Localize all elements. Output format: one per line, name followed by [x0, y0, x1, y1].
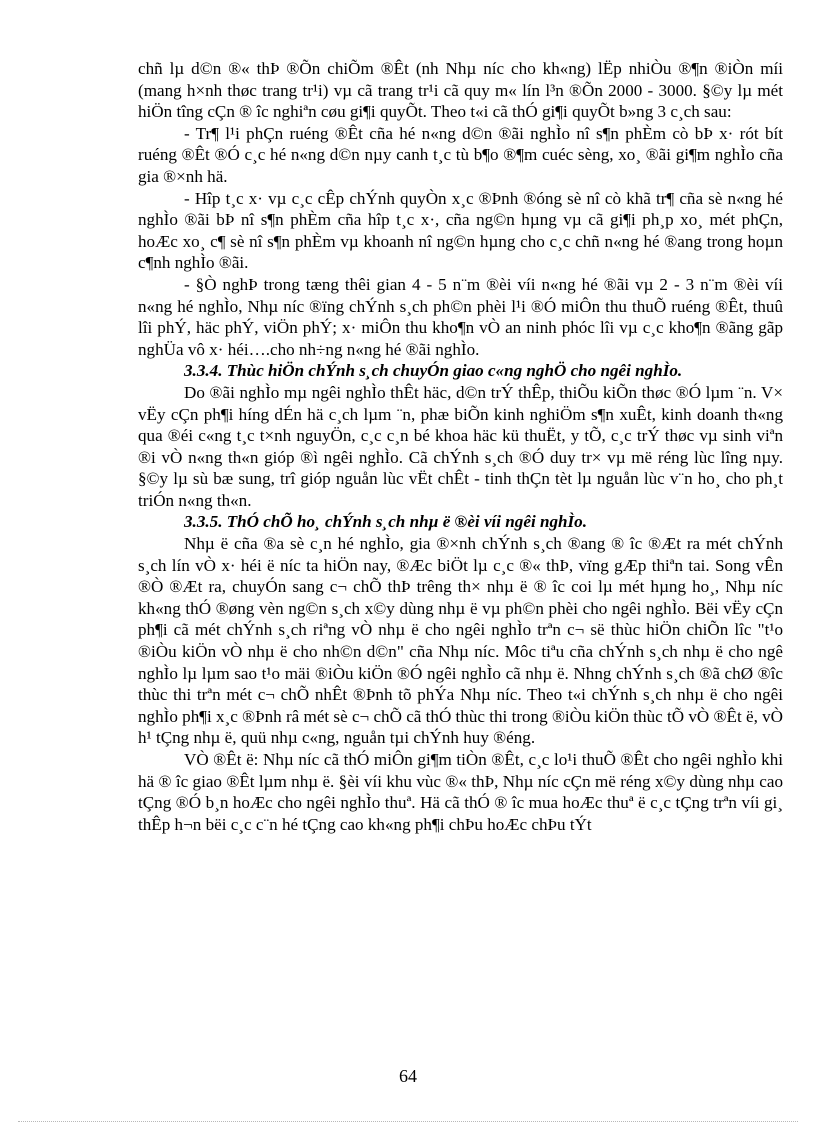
paragraph-housing-policy: Nhµ ë cña ®a sè c¸n hé nghÌo, gia ®×nh chÝnh s¸ch ®ang ® îc ®Æt ra mét chÝnh s¸ch lín vÒ x· héi ë níc ta hiÖn nay, ®Æc biÖt lµ c¸c ®« thÞ, vïng gÆp thiªn tai. Song vÊn ®Ò ®Æt ra, chuyÓn sang c¬ chÕ thÞ trêng th× nhµ ë ® îc coi lµ mét hµng ho¸, Nhµ níc kh«ng thÓ ®øng vèn ng©n s¸ch x©y dùng nhµ ë vµ ph©n phèi cho ngêi nghÌo. Bëi vËy cÇn ph¶i cã mét chÝnh s¸ch riªng vÒ nhµ ë cho ngêi nghÌo trªn c¬ së thùc hiÖn chiÕn lîc "t¹o ®iÒu kiÖn vÒ nhµ ë cho nh©n d©n" cña Nhµ níc. Môc tiªu cña chÝnh s¸ch nhµ ë cho ngê nghÌo lµ lµm sao t¹o mäi ®iÒu kiÖn ®Ó ngêi nghÌo cã nhµ ë. Nhng chÝnh s¸ch ®ã chØ ®îc thùc thi trªn mét c¬ chÕ nhÊt ®Þnh tõ phÝa Nhµ níc. Theo t«i chÝnh s¸ch nhµ ë cho ngêi nghÌo ph¶i x¸c ®Þnh râ mét sè c¬ chÕ cã thÓ thùc thi trong ®iÒu kiÖn thùc tÕ vÒ ®Êt ë, vÒ h¹ tÇng nhµ ë, quü nhµ c«ng, nguån tµi chÝnh huy ®éng. — [138, 534, 784, 748]
paragraph-solution-3: - §Ò nghÞ trong tæng thêi gian 4 - 5 n¨m ®èi víi n«ng hé ®ãi vµ 2 - 3 n¨m ®èi víi n«ng hé nghÌo, Nhµ níc ®ïng chÝnh s¸ch ph©n phèi l¹i ®Ó miÔn thu thuÕ ruéng ®Êt, thuû lîi phÝ, häc phÝ, viÖn phÝ; x· miÔn thu kho¶n vÒ an ninh phóc lîi vµ c¸c kho¶n ®ãng gãp nghÜa vô x· héi….cho nh÷ng n«ng hé ®ãi nghÌo. — [138, 274, 783, 359]
paragraph-solution-2: - Hîp t¸c x· vµ c¸c cÊp chÝnh quyÒn x¸c ®Þnh ®óng sè nî cò khã tr¶ cña sè n«ng hé nghÌo ®ãi bÞ nî s¶n phÈm cña hîp t¸c x·, cña ng©n hµng vµ cã gi¶i ph¸p xo¸ mét phÇn, hoÆc xo¸ c¶ sè nî s¶n phÈm vµ khoanh nî ng©n hµng cho c¸c chñ n«ng hé ®ang trong hoµn c¶nh nghÌo ®ãi. — [138, 188, 783, 273]
section-heading-3-3-5: 3.3.5. ThÓ chÕ ho¸ chÝnh s¸ch nhµ ë ®èi víi ngêi nghÌo. — [184, 512, 587, 532]
paragraph-continuation: chñ lµ d©n ®« thÞ ®Õn chiÕm ®Êt (nh Nhµ níc cho kh«ng) lËp nhiÒu ®¶n ®iÒn míi (mang h×nh thøc trang tr¹i) vµ cã trang tr¹i cã quy m« lín l³n ®Õn 2000 - 3000. §©y lµ mét hiÖn tîng cÇn ® îc nghiªn cøu gi¶i quyÕt. Theo t«i cã thÓ gi¶i quyÕt b»ng 3 c¸ch sau: — [138, 59, 783, 122]
section-heading-3-3-4: 3.3.4. Thùc hiÖn chÝnh s¸ch chuyÓn giao c«ng nghÖ cho ngêi nghÌo. — [184, 361, 683, 381]
paragraph-land-housing: VÒ ®Êt ë: Nhµ níc cã thÓ miÔn gi¶m tiÒn ®Êt, c¸c lo¹i thuÕ ®Êt cho ngêi nghÌo khi hä ® îc giao ®Êt lµm nhµ ë. §èi víi khu vùc ®« thÞ, Nhµ níc cÇn më réng x©y dùng nhµ cao tÇng ®Ó b¸n hoÆc cho ngêi nghÌo thuª. Hä cã thÓ ® îc mua hoÆc thuª ë c¸c tÇng trªn víi gi¸ thÊp h¬n bëi c¸c c¨n hé tÇng cao kh«ng ph¶i chÞu hoÆc chÞu tÝt — [138, 750, 783, 834]
paragraph-solution-1: - Tr¶ l¹i phÇn ruéng ®Êt cña hé n«ng d©n ®ãi nghÌo nî s¶n phÈm cò bÞ x· rót bít ruéng ®Êt ®Ó c¸c hé n«ng d©n nµy canh t¸c tù b¶o ®¶m cuéc sèng, xo¸ ®ãi gi¶m nghÌo cña gia ®×nh hä. — [138, 123, 783, 186]
page-number: 64 — [399, 1066, 417, 1086]
document-body — [138, 58, 783, 835]
footer-divider — [18, 1121, 798, 1122]
paragraph-technology-transfer: Do ®ãi nghÌo mµ ngêi nghÌo thÊt häc, d©n trÝ thÊp, thiÕu kiÕn thøc ®Ó lµm ¨n. V× vËy cÇn ph¶i híng dÉn hä c¸ch lµm ¨n, phæ biÕn kinh nghiÖm s¶n xuÊt, kinh doanh th«ng qua ®éi c«ng t¸c t×nh nguyÖn, c¸c c¸n bé khoa häc kü thuËt, y tÕ, c¸c trÝ thøc vµ sinh viªn ®i vÒ n«ng th«n gióp ®ì ngêi nghÌo. Cã chÝnh s¸ch ®Ó duy tr× vµ më réng lùc lîng nµy. §©y lµ sù bæ sung, trî gióp nguån lùc vËt chÊt - tinh thÇn tèt lµ nguån lùc v¨n ho¸ cho ph¸t triÓn n«ng th«n. — [138, 382, 783, 510]
